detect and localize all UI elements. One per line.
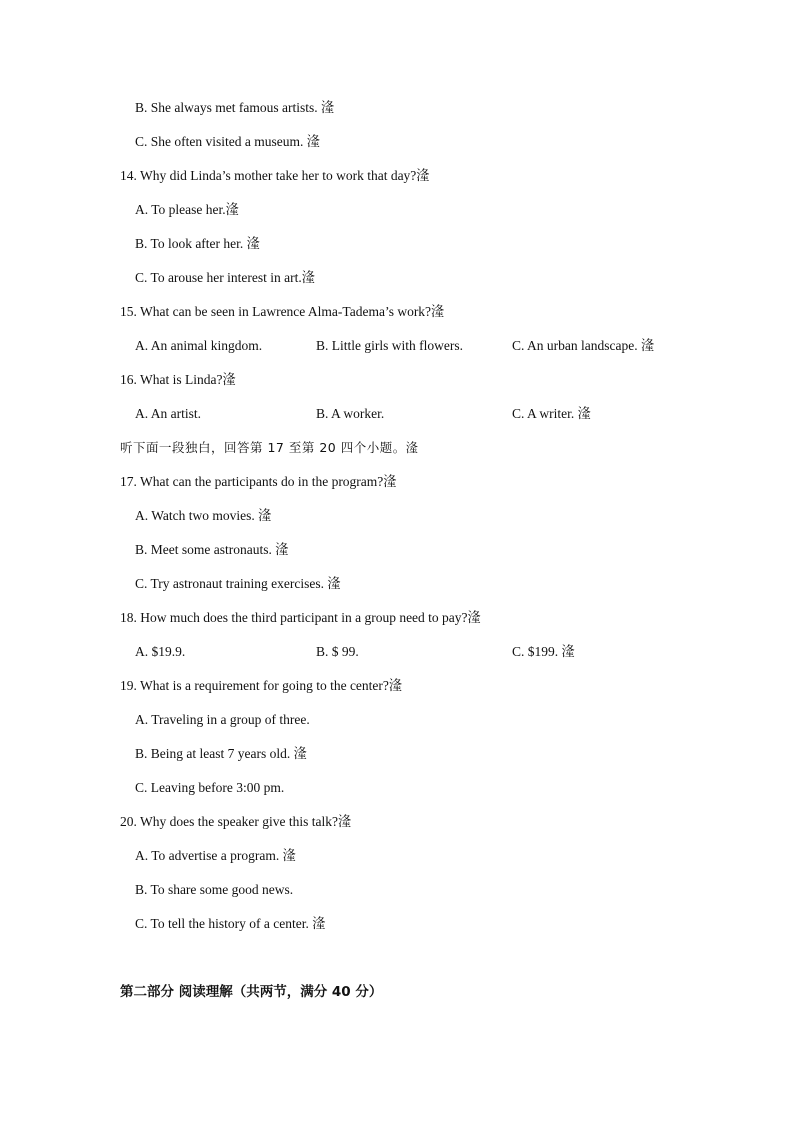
- q19-question: 19. What is a requirement for going to the center?湰: [120, 678, 403, 693]
- q14-option-c: C. To arouse her interest in art.湰: [135, 270, 316, 285]
- q14-option-a: A. To please her.湰: [135, 202, 240, 217]
- q20-option-c: C. To tell the history of a center. 湰: [135, 916, 326, 931]
- q20-option-b: B. To share some good news.: [135, 882, 294, 897]
- q15-option-b: B. Little girls with flowers.: [316, 338, 463, 353]
- q19-option-c: C. Leaving before 3:00 pm.: [135, 780, 285, 795]
- q16-option-c: C. A writer. 湰: [512, 406, 592, 421]
- q18-option-b: B. $ 99.: [316, 644, 359, 659]
- q16-option-b: B. A worker.: [316, 406, 385, 421]
- q13-option-c: C. She often visited a museum. 湰: [135, 134, 321, 149]
- part-two-heading: 第二部分 阅读理解（共两节，满分 40 分）: [120, 984, 383, 1000]
- q16-option-a: A. An artist.: [135, 406, 201, 421]
- q19-option-a: A. Traveling in a group of three.: [135, 712, 310, 727]
- q18-option-a: A. $19.9.: [135, 644, 186, 659]
- q15-option-a: A. An animal kingdom.: [135, 338, 263, 353]
- listening-section-note: 听下面一段独白，回答第 17 至第 20 四个小题。湰: [120, 440, 419, 455]
- q17-option-a: A. Watch two movies. 湰: [135, 508, 272, 523]
- q17-option-b: B. Meet some astronauts. 湰: [135, 542, 289, 557]
- q17-option-c: C. Try astronaut training exercises. 湰: [135, 576, 341, 591]
- q19-option-b: B. Being at least 7 years old. 湰: [135, 746, 308, 761]
- q18-option-c: C. $199. 湰: [512, 644, 576, 659]
- q15-option-c: C. An urban landscape. 湰: [512, 338, 655, 353]
- q14-question: 14. Why did Linda’s mother take her to work that day?湰: [120, 168, 430, 183]
- q15-question: 15. What can be seen in Lawrence Alma-Tadema’s work?湰: [120, 304, 445, 319]
- q13-option-b: B. She always met famous artists. 湰: [135, 100, 335, 115]
- q17-question: 17. What can the participants do in the program?湰: [120, 474, 397, 489]
- q20-option-a: A. To advertise a program. 湰: [135, 848, 297, 863]
- q16-question: 16. What is Linda?湰: [120, 372, 236, 387]
- q18-question: 18. How much does the third participant in a group need to pay?湰: [120, 610, 482, 625]
- q14-option-b: B. To look after her. 湰: [135, 236, 261, 251]
- q20-question: 20. Why does the speaker give this talk?湰: [120, 814, 352, 829]
